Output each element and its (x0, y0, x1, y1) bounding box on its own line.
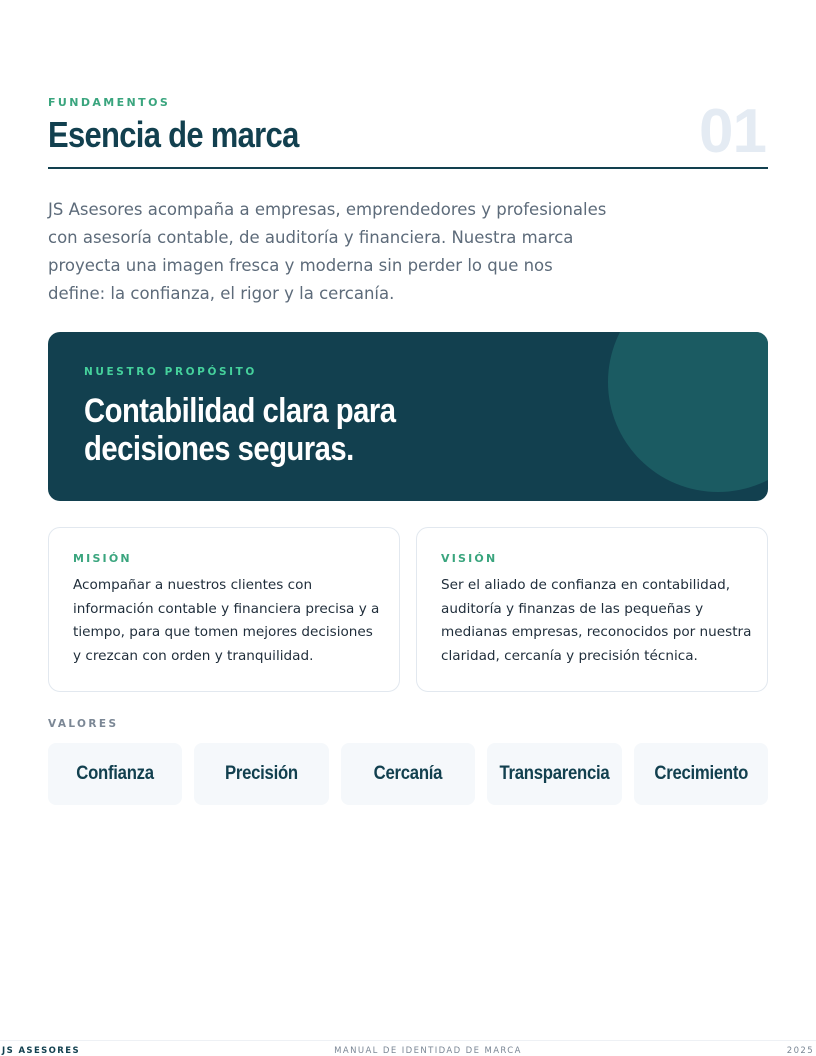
value-chip-label: Transparencia (499, 763, 610, 784)
purpose-banner (48, 332, 768, 501)
footer-divider (0, 1040, 816, 1041)
value-chip (341, 743, 475, 805)
footer-year: 2025 (786, 1046, 814, 1056)
vision-text: Ser el aliado de confianza en contabilidad, auditoría y finanzas de las pequeñas y medianas empresas, reconocidos por nuestra claridad, cercanía y precisión técnica. (441, 577, 752, 664)
section-eyebrow: FUNDAMENTOS (48, 96, 171, 109)
value-chip (194, 743, 328, 805)
values-label: VALORES (48, 718, 119, 730)
title-divider (48, 167, 768, 169)
mission-label: MISIÓN (73, 552, 132, 565)
value-chip (487, 743, 621, 805)
value-chip-label: Confianza (76, 763, 154, 784)
footer-document-title: MANUAL DE IDENTIDAD DE MARCA (334, 1046, 522, 1056)
purpose-eyebrow: NUESTRO PROPÓSITO (84, 366, 257, 378)
mission-card (48, 527, 400, 692)
value-chip-label: Cercanía (373, 763, 443, 784)
footer-brand: JS ASESORES (2, 1046, 80, 1056)
purpose-statement: Contabilidad clara para decisiones seguras. (84, 392, 396, 468)
page-title: Esencia de marca (48, 114, 299, 155)
vision-card (416, 527, 768, 692)
value-chip (634, 743, 768, 805)
decorative-circle (608, 332, 768, 492)
value-chip (48, 743, 182, 805)
values-list (48, 743, 768, 805)
mission-text: Acompañar a nuestros clientes con información contable y financiera precisa y a tiempo, para que tomen mejores decisiones y crezcan con orden y tranquilidad. (73, 577, 380, 664)
value-chip-label: Precisión (225, 763, 299, 784)
vision-label: VISIÓN (441, 552, 498, 565)
section-number: 01 (699, 97, 766, 166)
value-chip-label: Crecimiento (653, 763, 748, 784)
intro-paragraph: JS Asesores acompaña a empresas, emprendedores y profesionales con asesoría contable, de auditoría y financiera. Nuestra marca proyecta una imagen fresca y moderna sin perder lo que nos define: la confianza, el rigor y la cercanía. (48, 200, 607, 303)
